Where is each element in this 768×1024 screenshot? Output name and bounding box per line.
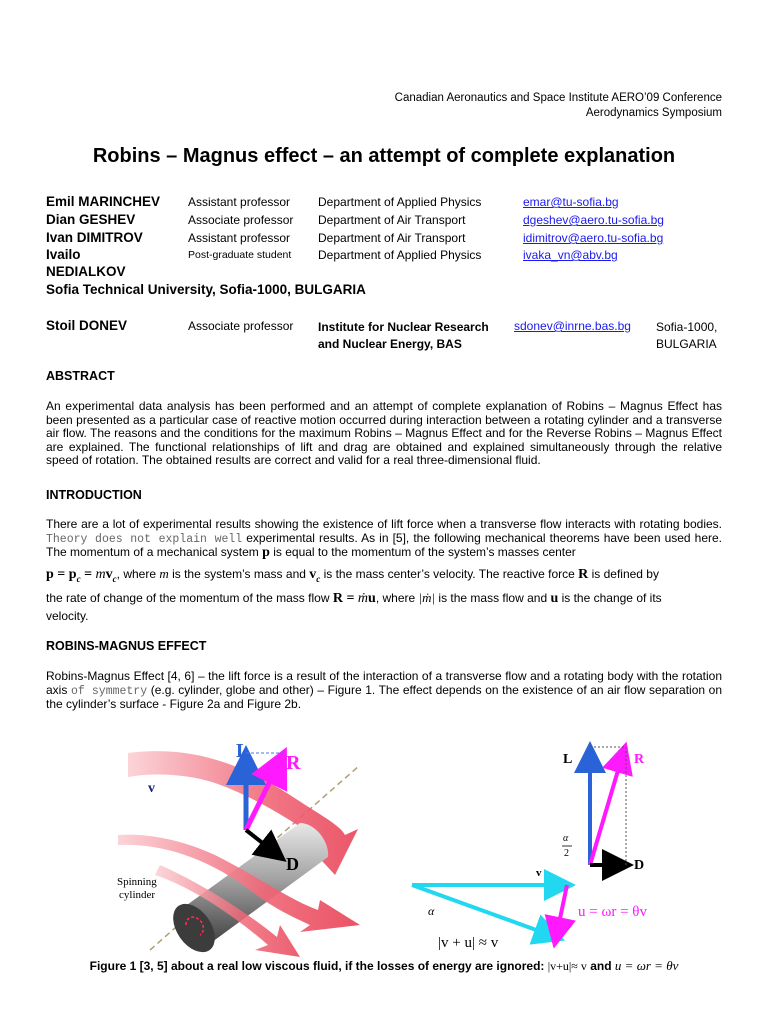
introduction-heading: INTRODUCTION xyxy=(46,488,142,502)
intro-text: experimental results. As in [5], the following mechanical theorems have been used here. The momentum of a mechanical system xyxy=(46,530,723,559)
introduction-line-4: velocity. xyxy=(46,609,89,623)
institute-line-1: Institute for Nuclear Research xyxy=(318,320,489,334)
symbol-R: R xyxy=(578,567,589,582)
label-alpha-half: α xyxy=(563,833,569,844)
author-email-link[interactable]: emar@tu-sofia.bg xyxy=(523,195,619,209)
intro-text: is the system’s mass and xyxy=(168,567,310,581)
author-role: Associate professor xyxy=(188,319,294,333)
intro-text: the rate of change of the momentum of the mass flow xyxy=(46,591,333,605)
introduction-paragraph xyxy=(46,518,722,560)
introduction-equation-line xyxy=(46,566,736,584)
rme-heading: ROBINS-MAGNUS EFFECT xyxy=(46,639,207,653)
magnus-cylinder-illustration xyxy=(117,740,360,957)
intro-text: is the mass center’s velocity. The reactive force xyxy=(320,567,579,581)
symbol-u: u xyxy=(550,591,559,606)
author-name: Ivan DIMITROV xyxy=(46,230,143,245)
label-two: 2 xyxy=(564,848,569,859)
author-role: Assistant professor xyxy=(188,195,291,209)
intro-text: , where xyxy=(375,591,419,605)
rotation-velocity-vector-u xyxy=(557,885,567,933)
author-name: Stoil DONEV xyxy=(46,318,128,333)
label-spinning: Spinning xyxy=(117,876,157,888)
symbol-p: p xyxy=(262,545,270,560)
label-R-right: R xyxy=(634,752,645,767)
author-role: Assistant professor xyxy=(188,231,291,245)
author-email-link[interactable]: idimitrov@aero.tu-sofia.bg xyxy=(523,231,664,245)
label-alpha: α xyxy=(428,904,435,918)
author-name: Ivailo xyxy=(46,247,81,262)
author-name: Emil MARINCHEV xyxy=(46,194,161,209)
author-email-link[interactable]: dgeshev@aero.tu-sofia.bg xyxy=(523,213,664,227)
equation-momentum: $p = p_c = mv_c$ xyxy=(46,567,117,584)
figure-1 xyxy=(0,725,768,957)
rme-paragraph xyxy=(46,670,722,712)
equation-reactive-force: R = ṁu xyxy=(332,591,376,606)
author-department: Department of Applied Physics xyxy=(318,195,482,209)
author-role: Associate professor xyxy=(188,213,294,227)
label-v-right: v xyxy=(536,867,542,879)
intro-text: is equal to the momentum of the system’s masses center xyxy=(269,545,576,559)
rme-text: Robins-Magnus Effect [4, 6] – the lift force is a result of the interaction of a transverse flow and a rotating body with the rotation axis xyxy=(46,669,722,697)
label-R: R xyxy=(286,752,301,774)
u-equation: u = ωr = θv xyxy=(578,904,647,920)
author-email-link[interactable]: sdonev@inrne.bas.bg xyxy=(514,319,631,333)
abstract-heading: ABSTRACT xyxy=(46,369,115,383)
symbol-m: m xyxy=(159,566,169,581)
intro-mono-text: Theory does not explain well xyxy=(46,532,243,546)
conference-name: Canadian Aeronautics and Space Institute AERO’09 Conference xyxy=(394,92,722,104)
label-L-right: L xyxy=(563,752,573,767)
author-institute xyxy=(318,319,489,353)
caption-text: Figure 1 [3, 5] about a real low viscous fluid, if the losses of energy are ignored: xyxy=(89,959,548,973)
symbol-mass-flow: |ṁ| xyxy=(418,590,436,605)
vector-diagram xyxy=(412,747,647,951)
institute-line-2: and Nuclear Energy, BAS xyxy=(318,337,462,351)
city-line-2: BULGARIA xyxy=(656,337,717,351)
paper-title: Robins – Magnus effect – an attempt of complete explanation xyxy=(92,145,676,167)
author-name: Dian GESHEV xyxy=(46,212,136,227)
author-surname: NEDIALKOV xyxy=(46,264,126,279)
intro-text: is the change of its xyxy=(558,591,662,605)
label-v: v xyxy=(148,781,155,796)
label-D-right: D xyxy=(634,858,645,873)
label-cylinder: cylinder xyxy=(119,889,156,901)
author-city xyxy=(656,319,717,353)
conference-header xyxy=(395,91,722,121)
caption-and: and xyxy=(586,959,615,973)
author-role: Post-graduate student xyxy=(188,249,292,261)
introduction-line-3 xyxy=(46,590,736,607)
label-L: L xyxy=(236,740,250,762)
university-affiliation: Sofia Technical University, Sofia-1000, BULGARIA xyxy=(46,282,366,297)
author-department: Department of Air Transport xyxy=(318,231,466,245)
symbol-vc: $v_c$ xyxy=(309,567,321,584)
author-department: Department of Applied Physics xyxy=(318,248,482,262)
rme-mono-text: of symmetry xyxy=(70,684,148,698)
author-department: Department of Air Transport xyxy=(318,213,466,227)
author-email-link[interactable]: ivaka_vn@abv.bg xyxy=(523,248,618,262)
intro-text: There are a lot of experimental results showing the existence of lift force when a transverse flow interacts with rotating bodies. xyxy=(46,517,722,531)
abstract-text: An experimental data analysis has been performed and an attempt of complete explanation of Robins – Magnus Effect has been presented as a particular case of reactive motion occurred during interaction between a rotating cylinder and a transverse air flow. The reasons and the conditions for the maximum Robins – Magnus Effect and for the Reverse Robins – Magnus Effect are explained. The functional relationships of lift and drag are obtained and explained simultaneously through the relative speed of rotation. The obtained results are correct and valid for a real three-dimensional fluid. xyxy=(46,399,722,467)
label-D: D xyxy=(286,854,299,874)
intro-text: , where xyxy=(116,567,160,581)
symposium-name: Aerodynamics Symposium xyxy=(585,107,722,119)
figure-caption xyxy=(0,958,768,974)
intro-text: is defined by xyxy=(588,567,659,581)
city-line-1: Sofia-1000, xyxy=(656,320,718,334)
resultant-vector-R xyxy=(590,757,622,865)
drag-vector-D xyxy=(246,830,274,852)
intro-text: is the mass flow and xyxy=(435,591,551,605)
vu-equation: |v + u| ≈ v xyxy=(438,935,499,951)
caption-equation-2: u = ωr = θv xyxy=(614,958,679,973)
caption-equation-1: |v+u|≈ v xyxy=(547,959,587,973)
rme-text: (e.g. cylinder, globe and other) – Figure 1. The effect depends on the existence of an air flow separation on the cylinder’s surface - Figure 2a and Figure 2b. xyxy=(46,682,722,711)
